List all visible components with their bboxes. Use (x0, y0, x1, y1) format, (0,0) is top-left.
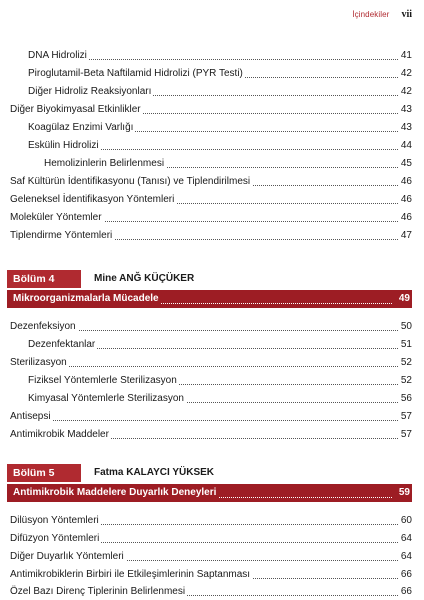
toc-entry-title: Koagülaz Enzimi Varlığı (28, 122, 134, 133)
toc-entry-page: 66 (398, 568, 412, 582)
toc-entry-title: Moleküler Yöntemler (10, 212, 102, 223)
toc-entry-page: 43 (398, 103, 412, 117)
toc-entry[interactable] (0, 85, 424, 99)
toc-entry-title: Tiplendirme Yöntemleri (10, 230, 113, 241)
toc-entry-title: Dilüsyon Yöntemleri (10, 515, 99, 526)
toc-entry-title: DNA Hidrolizi (28, 50, 87, 61)
toc-entry-title: Antisepsi (10, 411, 51, 422)
page-header (352, 7, 412, 21)
toc-entry-page: 51 (398, 338, 412, 352)
toc-entry[interactable] (0, 356, 424, 370)
toc-entry-title: Dezenfeksiyon (10, 321, 76, 332)
toc-entry-title: Sterilizasyon (10, 357, 67, 368)
toc-entry-page: 52 (398, 374, 412, 388)
chapter-title-bar[interactable] (7, 290, 412, 308)
toc-entry[interactable] (0, 410, 424, 424)
toc-entry[interactable] (0, 338, 424, 352)
toc-entry[interactable] (0, 514, 424, 528)
toc-entry-page: 46 (398, 175, 412, 189)
toc-entry-title: Dezenfektanlar (28, 339, 96, 350)
toc-entry-title: Difüzyon Yöntemleri (10, 533, 100, 544)
toc-entry-page: 43 (398, 121, 412, 135)
toc-entry-title: Kimyasal Yöntemlerle Sterilizasyon (28, 393, 184, 404)
toc-entry[interactable] (0, 121, 424, 135)
page-number: vii (401, 8, 412, 20)
toc-entry[interactable] (0, 139, 424, 153)
chapter-page: 59 (397, 484, 410, 502)
toc-entry-title: Antimikrobiklerin Birbiri ile Etkileşimlerinin Saptanması (10, 569, 251, 580)
chapter-page: 49 (397, 290, 410, 308)
toc-entry[interactable] (0, 428, 424, 442)
toc-entry[interactable] (0, 585, 424, 599)
toc-entry[interactable] (0, 175, 424, 189)
toc-entry-page: 64 (398, 550, 412, 564)
toc-entry-page: 41 (398, 49, 412, 63)
toc-entry[interactable] (0, 157, 424, 171)
toc-entry[interactable] (0, 374, 424, 388)
toc-entry-title: Diğer Duyarlık Yöntemleri (10, 551, 124, 562)
toc-entry-page: 64 (398, 532, 412, 546)
toc-entry-title: Antimikrobik Maddeler (10, 429, 109, 440)
chapter-author: Fatma KALAYCI YÜKSEK (94, 467, 215, 478)
toc-entry[interactable] (0, 103, 424, 117)
dot-leader (10, 420, 398, 421)
toc-entry-page: 56 (398, 392, 412, 406)
toc-entry-page: 45 (398, 157, 412, 171)
toc-entry[interactable] (0, 392, 424, 406)
toc-entry-page: 57 (398, 428, 412, 442)
toc-entry-page: 46 (398, 211, 412, 225)
toc-entry-page: 46 (398, 193, 412, 207)
chapter-title: Mikroorganizmalarla Mücadele (13, 290, 161, 308)
toc-entry-title: Geleneksel İdentifikasyon Yöntemleri (10, 194, 175, 205)
toc-entry-title: Saf Kültürün İdentifikasyonu (Tanısı) ve Tiplendirilmesi (10, 176, 251, 187)
toc-entry[interactable] (0, 550, 424, 564)
toc-entry-title: Piroglutamil-Beta Naftilamid Hidrolizi (PYR Testi) (28, 68, 243, 79)
toc-entry[interactable] (0, 568, 424, 582)
chapter-label: Bölüm 4 (7, 270, 81, 288)
toc-entry[interactable] (0, 49, 424, 63)
toc-entry-page: 44 (398, 139, 412, 153)
toc-entry[interactable] (0, 193, 424, 207)
toc-entry-page: 52 (398, 356, 412, 370)
toc-entry-page: 50 (398, 320, 412, 334)
toc-entry-page: 66 (398, 585, 412, 599)
toc-entry[interactable] (0, 532, 424, 546)
chapter-title-bar[interactable] (7, 484, 412, 502)
toc-entry[interactable] (0, 229, 424, 243)
toc-entry-title: Özel Bazı Direnç Tiplerinin Belirlenmesi (10, 586, 186, 597)
toc-entry-title: Eskülin Hidrolizi (28, 140, 99, 151)
chapter-author: Mine ANĞ KÜÇÜKER (94, 273, 195, 284)
toc-entry-page: 42 (398, 67, 412, 81)
toc-entry-page: 42 (398, 85, 412, 99)
toc-entry-page: 57 (398, 410, 412, 424)
toc-entry-title: Fiziksel Yöntemlerle Sterilizasyon (28, 375, 177, 386)
toc-entry-title: Hemolizinlerin Belirlenmesi (44, 158, 165, 169)
toc-entry-page: 60 (398, 514, 412, 528)
toc-entry[interactable] (0, 320, 424, 334)
toc-entry-page: 47 (398, 229, 412, 243)
toc-entry-title: Diğer Biyokimyasal Etkinlikler (10, 104, 141, 115)
toc-entry[interactable] (0, 211, 424, 225)
running-header-title: İçindekiler (352, 9, 390, 19)
chapter-label: Bölüm 5 (7, 464, 81, 482)
toc-entry-title: Diğer Hidroliz Reaksiyonları (28, 86, 152, 97)
chapter-title: Antimikrobik Maddelere Duyarlık Deneyleri (13, 484, 218, 502)
toc-entry[interactable] (0, 67, 424, 81)
